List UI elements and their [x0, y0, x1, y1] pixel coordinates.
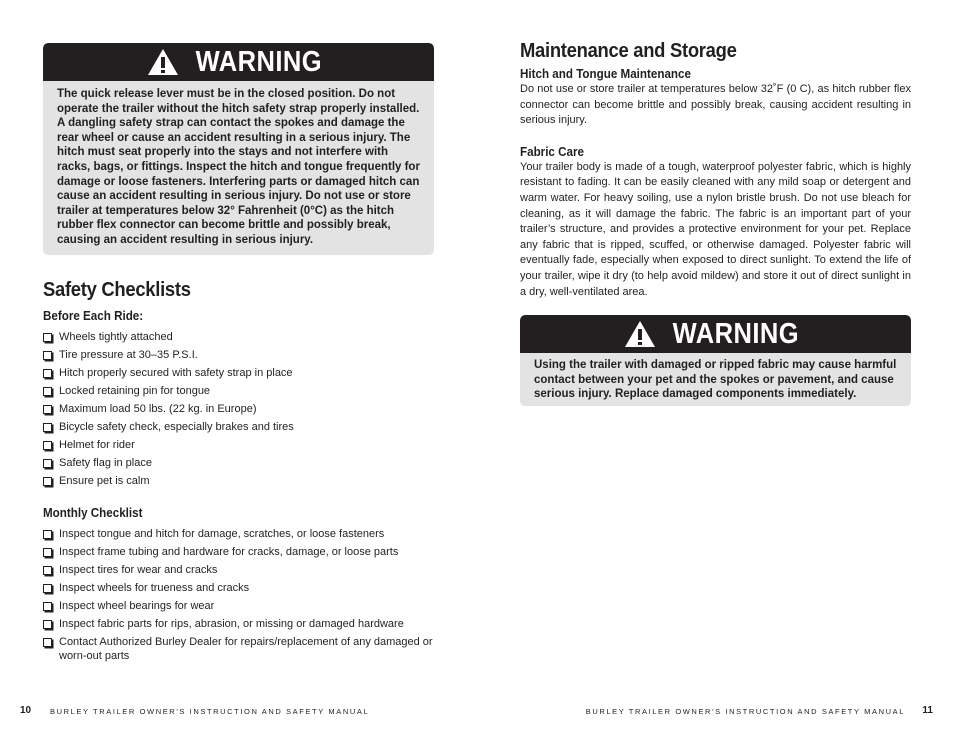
checklist-item-text: Helmet for rider [59, 438, 135, 451]
checklist-item-text: Inspect tongue and hitch for damage, scratches, or loose fasteners [59, 527, 385, 540]
before-ride-heading: Before Each Ride: [43, 308, 144, 323]
checkbox-icon [43, 602, 52, 611]
footer-left: BURLEY TRAILER OWNER'S INSTRUCTION AND SAFETY MANUAL [50, 707, 370, 716]
page-number-right: 11 [922, 705, 933, 716]
warning-header [520, 315, 911, 353]
warning-box-hitch [43, 43, 434, 255]
checklist-item-text: Locked retaining pin for tongue [59, 384, 211, 397]
warning-title: WARNING [195, 46, 322, 78]
checkbox-icon [43, 584, 52, 593]
checkbox-icon [43, 387, 52, 396]
checklist-item [43, 617, 434, 631]
monthly-heading: Monthly Checklist [43, 505, 143, 520]
checklist-item [43, 438, 434, 452]
checklist-item-text: Contact Authorized Burley Dealer for repairs/replacement of any damaged or worn-out parts [59, 635, 433, 662]
warning-header [43, 43, 434, 81]
checklist-item-text: Tire pressure at 30–35 P.S.I. [59, 348, 198, 361]
page-number-left: 10 [20, 705, 32, 716]
checklist-item [43, 366, 434, 380]
left-page [43, 43, 434, 667]
checkbox-icon [43, 548, 52, 557]
checklist-item-text: Wheels tightly attached [59, 330, 173, 343]
checkbox-icon [43, 638, 52, 647]
checklist-item-text: Inspect fabric parts for rips, abrasion, or missing or damaged hardware [59, 617, 404, 630]
checklist-item-text: Inspect wheel bearings for wear [59, 599, 215, 612]
checkbox-icon [43, 459, 52, 468]
maintenance-heading: Maintenance and Storage [520, 40, 737, 62]
hitch-maintenance-heading: Hitch and Tongue Maintenance [520, 67, 691, 81]
checkbox-icon [43, 405, 52, 414]
warning-triangle-icon [624, 320, 656, 348]
checklist-item [43, 384, 434, 398]
fabric-care-text: Your trailer body is made of a tough, waterproof polyester fabric, which is highly resistant to fading. It can be easily cleaned with any mild soap or detergent and warm water. For heavy soiling, use a nylon bristle brush. Do not use bleach for cleaning, as it will damage the fabric. The fabric is an important part of your trailer’s structure, and provides a protective environment for your pet. Replace any fabric that is ripped, scuffed, or otherwise damaged. Polyester fabric will eventually fade, especially when exposed to direct sunlight. To extend the life of your trailer, wipe it dry (to help avoid mildew) and store it out of direct sunlight in a dry, well-ventilated area. [520, 160, 911, 298]
fabric-care-heading: Fabric Care [520, 144, 584, 159]
checklist-item [43, 527, 434, 541]
before-ride-checklist [43, 330, 434, 488]
warning-text: Using the trailer with damaged or ripped fabric may cause harmful contact between your pet and the spokes or pavement, and cause serious injury. Replace damaged components immediately. [534, 359, 897, 401]
checkbox-icon [43, 441, 52, 450]
checklist-item [43, 563, 434, 577]
checklist-item [43, 635, 434, 663]
hitch-maintenance-text: Do not use or store trailer at temperatures below 32˚F (0 C), as hitch rubber flex connector can become brittle and possibly break, causing accident resulting in serious injury. [520, 83, 911, 127]
checklist-item [43, 474, 434, 488]
checkbox-icon [43, 477, 52, 486]
checklist-item-text: Ensure pet is calm [59, 474, 150, 487]
safety-checklists-heading: Safety Checklists [43, 278, 191, 301]
warning-title: WARNING [672, 318, 799, 351]
checklist-item-text: Maximum load 50 lbs. (22 kg. in Europe) [59, 402, 257, 415]
checkbox-icon [43, 530, 52, 539]
monthly-checklist [43, 527, 434, 663]
checklist-item [43, 545, 434, 559]
checkbox-icon [43, 620, 52, 629]
checklist-item-text: Bicycle safety check, especially brakes and tires [59, 420, 294, 433]
checklist-item [43, 456, 434, 470]
warning-triangle-icon [147, 48, 179, 76]
checklist-item [43, 402, 434, 416]
checklist-item-text: Safety flag in place [59, 456, 152, 469]
warning-box-fabric [520, 315, 911, 406]
checklist-item [43, 420, 434, 434]
checkbox-icon [43, 566, 52, 575]
checklist-item-text: Inspect wheels for trueness and cracks [59, 581, 250, 594]
footer-right: BURLEY TRAILER OWNER'S INSTRUCTION AND SAFETY MANUAL [585, 707, 905, 716]
checkbox-icon [43, 369, 52, 378]
checklist-item-text: Inspect tires for wear and cracks [59, 563, 218, 576]
right-page [520, 40, 911, 406]
checklist-item-text: Hitch properly secured with safety strap in place [59, 366, 293, 379]
checkbox-icon [43, 351, 52, 360]
checkbox-icon [43, 333, 52, 342]
checklist-item [43, 348, 434, 362]
checklist-item-text: Inspect frame tubing and hardware for cracks, damage, or loose parts [59, 545, 399, 558]
checkbox-icon [43, 423, 52, 432]
checklist-item [43, 581, 434, 595]
checklist-item [43, 330, 434, 344]
warning-text: The quick release lever must be in the closed position. Do not operate the trailer without the hitch safety strap properly installed. A dangling safety strap can contact the spokes and damage the rear wheel or cause an accident resulting in a serious injury. The hitch must seat properly into the stays and not interfere with racks, bags, or fittings. Inspect the hitch and tongue frequently for damage or loose fasteners. Interfering parts or damaged hitch can cause an accident resulting in serious injury. Do not use or store trailer at temperatures below 32° Fahrenheit (0°C) as the hitch rubber flex connector can become brittle and possibly break, causing an accident resulting in serious injury. [57, 88, 420, 246]
checklist-item [43, 599, 434, 613]
